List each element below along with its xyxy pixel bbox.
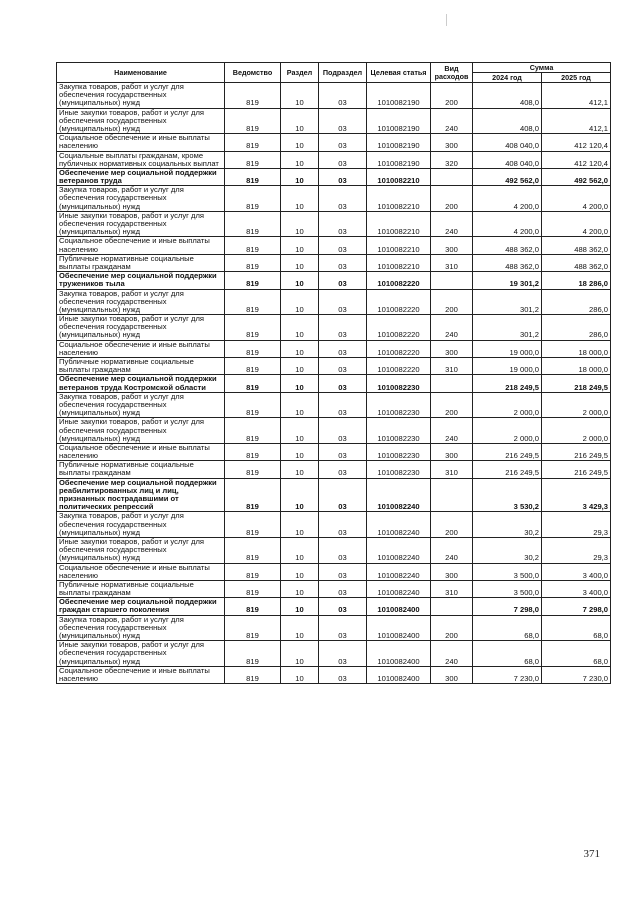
row-sum-2025: 29,3 — [542, 512, 611, 538]
row-name: Иные закупки товаров, работ и услуг для обеспечения государственных (муниципальных) нужд — [57, 537, 225, 563]
row-exptype: 310 — [431, 254, 473, 271]
table-row — [57, 108, 611, 134]
row-subsection: 03 — [319, 151, 367, 168]
table-row — [57, 289, 611, 315]
row-section: 10 — [281, 615, 319, 641]
row-sum-2024: 7 230,0 — [473, 666, 542, 683]
row-sum-2025: 216 249,5 — [542, 443, 611, 460]
row-target: 1010082230 — [367, 375, 431, 392]
row-name: Публичные нормативные социальные выплаты гражданам — [57, 254, 225, 271]
table-body — [57, 83, 611, 684]
row-dept: 819 — [225, 83, 281, 109]
row-sum-2025: 7 298,0 — [542, 598, 611, 615]
row-dept: 819 — [225, 211, 281, 237]
row-sum-2024: 19 000,0 — [473, 358, 542, 375]
row-subsection: 03 — [319, 598, 367, 615]
row-dept: 819 — [225, 615, 281, 641]
row-exptype: 300 — [431, 237, 473, 254]
row-sum-2024: 492 562,0 — [473, 168, 542, 185]
row-name: Закупка товаров, работ и услуг для обеспечения государственных (муниципальных) нужд — [57, 83, 225, 109]
row-section: 10 — [281, 83, 319, 109]
row-sum-2024: 4 200,0 — [473, 211, 542, 237]
row-subsection: 03 — [319, 418, 367, 444]
row-dept: 819 — [225, 289, 281, 315]
row-sum-2024: 488 362,0 — [473, 254, 542, 271]
row-sum-2025: 3 429,3 — [542, 478, 611, 512]
row-target: 1010082210 — [367, 211, 431, 237]
row-exptype — [431, 375, 473, 392]
row-sum-2025: 218 249,5 — [542, 375, 611, 392]
table-row — [57, 641, 611, 667]
row-dept: 819 — [225, 375, 281, 392]
row-section: 10 — [281, 134, 319, 151]
table-row — [57, 340, 611, 357]
row-subsection: 03 — [319, 580, 367, 597]
row-dept: 819 — [225, 151, 281, 168]
row-name: Обеспечение мер социальной поддержки реабилитированных лиц и лиц, признанных пострадавшими от политических репрессий — [57, 478, 225, 512]
row-sum-2024: 301,2 — [473, 315, 542, 341]
row-dept: 819 — [225, 580, 281, 597]
row-name: Иные закупки товаров, работ и услуг для обеспечения государственных (муниципальных) нужд — [57, 418, 225, 444]
row-sum-2024: 19 000,0 — [473, 340, 542, 357]
row-sum-2025: 3 400,0 — [542, 563, 611, 580]
row-dept: 819 — [225, 418, 281, 444]
row-sum-2024: 30,2 — [473, 537, 542, 563]
row-sum-2025: 4 200,0 — [542, 211, 611, 237]
row-sum-2025: 488 362,0 — [542, 237, 611, 254]
row-exptype: 310 — [431, 358, 473, 375]
row-sum-2025: 2 000,0 — [542, 418, 611, 444]
row-sum-2024: 408,0 — [473, 83, 542, 109]
row-sum-2025: 488 362,0 — [542, 254, 611, 271]
row-subsection: 03 — [319, 512, 367, 538]
row-sum-2024: 3 500,0 — [473, 563, 542, 580]
row-section: 10 — [281, 537, 319, 563]
row-target: 1010082190 — [367, 108, 431, 134]
row-name: Социальное обеспечение и иные выплаты населению — [57, 340, 225, 357]
table-row — [57, 151, 611, 168]
row-name: Закупка товаров, работ и услуг для обеспечения государственных (муниципальных) нужд — [57, 186, 225, 212]
row-sum-2025: 286,0 — [542, 289, 611, 315]
row-exptype: 240 — [431, 418, 473, 444]
row-exptype: 240 — [431, 537, 473, 563]
row-sum-2025: 286,0 — [542, 315, 611, 341]
row-subsection: 03 — [319, 443, 367, 460]
row-name: Закупка товаров, работ и услуг для обеспечения государственных (муниципальных) нужд — [57, 615, 225, 641]
row-section: 10 — [281, 666, 319, 683]
row-target: 1010082400 — [367, 615, 431, 641]
row-sum-2025: 3 400,0 — [542, 580, 611, 597]
row-section: 10 — [281, 358, 319, 375]
row-subsection: 03 — [319, 168, 367, 185]
row-subsection: 03 — [319, 666, 367, 683]
header-section: Раздел — [281, 63, 319, 83]
row-dept: 819 — [225, 315, 281, 341]
table-row — [57, 237, 611, 254]
row-subsection: 03 — [319, 615, 367, 641]
header-row-1 — [57, 63, 611, 73]
row-name: Публичные нормативные социальные выплаты гражданам — [57, 580, 225, 597]
header-2025: 2025 год — [542, 73, 611, 83]
row-sum-2025: 2 000,0 — [542, 392, 611, 418]
row-target: 1010082190 — [367, 151, 431, 168]
row-sum-2024: 2 000,0 — [473, 418, 542, 444]
row-sum-2024: 19 301,2 — [473, 272, 542, 289]
row-sum-2025: 18 286,0 — [542, 272, 611, 289]
row-target: 1010082400 — [367, 598, 431, 615]
table-row — [57, 598, 611, 615]
row-exptype — [431, 168, 473, 185]
table-row — [57, 537, 611, 563]
row-subsection: 03 — [319, 340, 367, 357]
row-target: 1010082240 — [367, 478, 431, 512]
row-exptype: 200 — [431, 289, 473, 315]
row-name: Социальное обеспечение и иные выплаты населению — [57, 237, 225, 254]
row-target: 1010082220 — [367, 358, 431, 375]
row-dept: 819 — [225, 443, 281, 460]
table-row — [57, 134, 611, 151]
row-target: 1010082240 — [367, 537, 431, 563]
row-exptype: 320 — [431, 151, 473, 168]
row-subsection: 03 — [319, 392, 367, 418]
row-section: 10 — [281, 461, 319, 478]
table-row — [57, 358, 611, 375]
row-sum-2025: 216 249,5 — [542, 461, 611, 478]
row-section: 10 — [281, 641, 319, 667]
row-section: 10 — [281, 272, 319, 289]
row-section: 10 — [281, 254, 319, 271]
row-target: 1010082210 — [367, 186, 431, 212]
row-dept: 819 — [225, 237, 281, 254]
row-section: 10 — [281, 237, 319, 254]
row-exptype: 240 — [431, 211, 473, 237]
row-exptype: 240 — [431, 108, 473, 134]
row-subsection: 03 — [319, 134, 367, 151]
header-2024: 2024 год — [473, 73, 542, 83]
row-target: 1010082220 — [367, 272, 431, 289]
row-exptype: 300 — [431, 666, 473, 683]
row-sum-2025: 18 000,0 — [542, 358, 611, 375]
row-section: 10 — [281, 375, 319, 392]
row-target: 1010082210 — [367, 254, 431, 271]
scan-mark — [446, 14, 447, 26]
row-section: 10 — [281, 340, 319, 357]
row-target: 1010082210 — [367, 168, 431, 185]
header-exptype: Вид расходов — [431, 63, 473, 83]
row-exptype: 300 — [431, 134, 473, 151]
row-target: 1010082230 — [367, 392, 431, 418]
row-target: 1010082220 — [367, 315, 431, 341]
row-exptype — [431, 272, 473, 289]
row-name: Обеспечение мер социальной поддержки граждан старшего поколения — [57, 598, 225, 615]
row-dept: 819 — [225, 512, 281, 538]
row-subsection: 03 — [319, 108, 367, 134]
table-row — [57, 254, 611, 271]
row-section: 10 — [281, 478, 319, 512]
row-sum-2025: 68,0 — [542, 641, 611, 667]
header-name: Наименование — [57, 63, 225, 83]
row-exptype: 310 — [431, 461, 473, 478]
table-row — [57, 211, 611, 237]
row-exptype: 300 — [431, 563, 473, 580]
table-row — [57, 666, 611, 683]
header-sum: Сумма — [473, 63, 611, 73]
budget-table — [56, 62, 611, 684]
row-sum-2025: 492 562,0 — [542, 168, 611, 185]
row-section: 10 — [281, 168, 319, 185]
row-exptype: 240 — [431, 315, 473, 341]
row-name: Публичные нормативные социальные выплаты гражданам — [57, 358, 225, 375]
table-row — [57, 615, 611, 641]
row-section: 10 — [281, 512, 319, 538]
row-target: 1010082240 — [367, 512, 431, 538]
row-exptype: 200 — [431, 392, 473, 418]
table-row — [57, 168, 611, 185]
row-name: Социальное обеспечение и иные выплаты населению — [57, 443, 225, 460]
row-section: 10 — [281, 563, 319, 580]
table-row — [57, 461, 611, 478]
row-sum-2024: 216 249,5 — [473, 443, 542, 460]
row-target: 1010082230 — [367, 418, 431, 444]
row-name: Иные закупки товаров, работ и услуг для обеспечения государственных (муниципальных) нужд — [57, 211, 225, 237]
table-row — [57, 563, 611, 580]
row-sum-2024: 3 530,2 — [473, 478, 542, 512]
table-row — [57, 375, 611, 392]
row-subsection: 03 — [319, 537, 367, 563]
row-name: Закупка товаров, работ и услуг для обеспечения государственных (муниципальных) нужд — [57, 512, 225, 538]
row-section: 10 — [281, 418, 319, 444]
row-dept: 819 — [225, 358, 281, 375]
table-row — [57, 418, 611, 444]
row-sum-2024: 408 040,0 — [473, 151, 542, 168]
row-target: 1010082400 — [367, 666, 431, 683]
row-dept: 819 — [225, 186, 281, 212]
row-sum-2025: 29,3 — [542, 537, 611, 563]
row-exptype — [431, 598, 473, 615]
row-dept: 819 — [225, 537, 281, 563]
table-row — [57, 272, 611, 289]
row-exptype: 310 — [431, 580, 473, 597]
row-name: Социальные выплаты гражданам, кроме публичных нормативных социальных выплат — [57, 151, 225, 168]
table-row — [57, 392, 611, 418]
row-sum-2025: 412 120,4 — [542, 134, 611, 151]
row-dept: 819 — [225, 108, 281, 134]
page-number: 371 — [583, 848, 600, 860]
header-dept: Ведомство — [225, 63, 281, 83]
row-sum-2024: 68,0 — [473, 641, 542, 667]
header-target: Целевая статья — [367, 63, 431, 83]
table-row — [57, 186, 611, 212]
row-dept: 819 — [225, 598, 281, 615]
row-section: 10 — [281, 443, 319, 460]
row-subsection: 03 — [319, 358, 367, 375]
row-name: Закупка товаров, работ и услуг для обеспечения государственных (муниципальных) нужд — [57, 392, 225, 418]
row-section: 10 — [281, 186, 319, 212]
row-target: 1010082400 — [367, 641, 431, 667]
row-dept: 819 — [225, 134, 281, 151]
row-subsection: 03 — [319, 254, 367, 271]
row-sum-2025: 412,1 — [542, 83, 611, 109]
row-name: Закупка товаров, работ и услуг для обеспечения государственных (муниципальных) нужд — [57, 289, 225, 315]
row-exptype: 200 — [431, 83, 473, 109]
row-subsection: 03 — [319, 272, 367, 289]
row-target: 1010082190 — [367, 83, 431, 109]
row-name: Социальное обеспечение и иные выплаты населению — [57, 666, 225, 683]
row-dept: 819 — [225, 254, 281, 271]
row-section: 10 — [281, 108, 319, 134]
row-name: Обеспечение мер социальной поддержки ветеранов труда — [57, 168, 225, 185]
row-sum-2024: 488 362,0 — [473, 237, 542, 254]
row-name: Иные закупки товаров, работ и услуг для обеспечения государственных (муниципальных) нужд — [57, 315, 225, 341]
row-subsection: 03 — [319, 461, 367, 478]
row-name: Обеспечение мер социальной поддержки тружеников тыла — [57, 272, 225, 289]
table-row — [57, 83, 611, 109]
row-target: 1010082210 — [367, 237, 431, 254]
table-row — [57, 443, 611, 460]
row-sum-2024: 68,0 — [473, 615, 542, 641]
row-subsection: 03 — [319, 83, 367, 109]
row-sum-2025: 7 230,0 — [542, 666, 611, 683]
row-sum-2025: 4 200,0 — [542, 186, 611, 212]
row-subsection: 03 — [319, 315, 367, 341]
row-dept: 819 — [225, 666, 281, 683]
row-name: Публичные нормативные социальные выплаты гражданам — [57, 461, 225, 478]
row-dept: 819 — [225, 563, 281, 580]
row-exptype: 200 — [431, 512, 473, 538]
row-section: 10 — [281, 211, 319, 237]
row-section: 10 — [281, 315, 319, 341]
table-row — [57, 478, 611, 512]
table-row — [57, 580, 611, 597]
row-target: 1010082240 — [367, 563, 431, 580]
row-exptype: 240 — [431, 641, 473, 667]
row-sum-2024: 7 298,0 — [473, 598, 542, 615]
row-target: 1010082190 — [367, 134, 431, 151]
row-section: 10 — [281, 151, 319, 168]
row-subsection: 03 — [319, 478, 367, 512]
row-dept: 819 — [225, 340, 281, 357]
row-subsection: 03 — [319, 641, 367, 667]
table-row — [57, 315, 611, 341]
row-name: Иные закупки товаров, работ и услуг для обеспечения государственных (муниципальных) нужд — [57, 108, 225, 134]
row-exptype — [431, 478, 473, 512]
row-sum-2025: 18 000,0 — [542, 340, 611, 357]
row-target: 1010082220 — [367, 289, 431, 315]
row-sum-2024: 301,2 — [473, 289, 542, 315]
row-sum-2024: 408 040,0 — [473, 134, 542, 151]
row-subsection: 03 — [319, 237, 367, 254]
row-dept: 819 — [225, 272, 281, 289]
row-exptype: 300 — [431, 340, 473, 357]
row-sum-2025: 412,1 — [542, 108, 611, 134]
row-name: Обеспечение мер социальной поддержки ветеранов труда Костромской области — [57, 375, 225, 392]
row-sum-2024: 30,2 — [473, 512, 542, 538]
header-subsection: Подраздел — [319, 63, 367, 83]
row-dept: 819 — [225, 641, 281, 667]
row-target: 1010082220 — [367, 340, 431, 357]
row-exptype: 200 — [431, 615, 473, 641]
row-name: Социальное обеспечение и иные выплаты населению — [57, 134, 225, 151]
row-exptype: 300 — [431, 443, 473, 460]
row-sum-2024: 4 200,0 — [473, 186, 542, 212]
row-section: 10 — [281, 598, 319, 615]
row-subsection: 03 — [319, 186, 367, 212]
row-exptype: 200 — [431, 186, 473, 212]
row-section: 10 — [281, 392, 319, 418]
row-target: 1010082230 — [367, 443, 431, 460]
row-name: Социальное обеспечение и иные выплаты населению — [57, 563, 225, 580]
table-row — [57, 512, 611, 538]
row-sum-2025: 68,0 — [542, 615, 611, 641]
row-sum-2024: 3 500,0 — [473, 580, 542, 597]
row-section: 10 — [281, 580, 319, 597]
row-subsection: 03 — [319, 563, 367, 580]
row-subsection: 03 — [319, 211, 367, 237]
row-sum-2024: 218 249,5 — [473, 375, 542, 392]
row-sum-2025: 412 120,4 — [542, 151, 611, 168]
row-dept: 819 — [225, 168, 281, 185]
row-target: 1010082240 — [367, 580, 431, 597]
row-sum-2024: 2 000,0 — [473, 392, 542, 418]
row-dept: 819 — [225, 392, 281, 418]
row-name: Иные закупки товаров, работ и услуг для обеспечения государственных (муниципальных) нужд — [57, 641, 225, 667]
row-target: 1010082230 — [367, 461, 431, 478]
row-subsection: 03 — [319, 375, 367, 392]
row-section: 10 — [281, 289, 319, 315]
row-sum-2024: 408,0 — [473, 108, 542, 134]
row-sum-2024: 216 249,5 — [473, 461, 542, 478]
row-dept: 819 — [225, 461, 281, 478]
row-subsection: 03 — [319, 289, 367, 315]
row-dept: 819 — [225, 478, 281, 512]
